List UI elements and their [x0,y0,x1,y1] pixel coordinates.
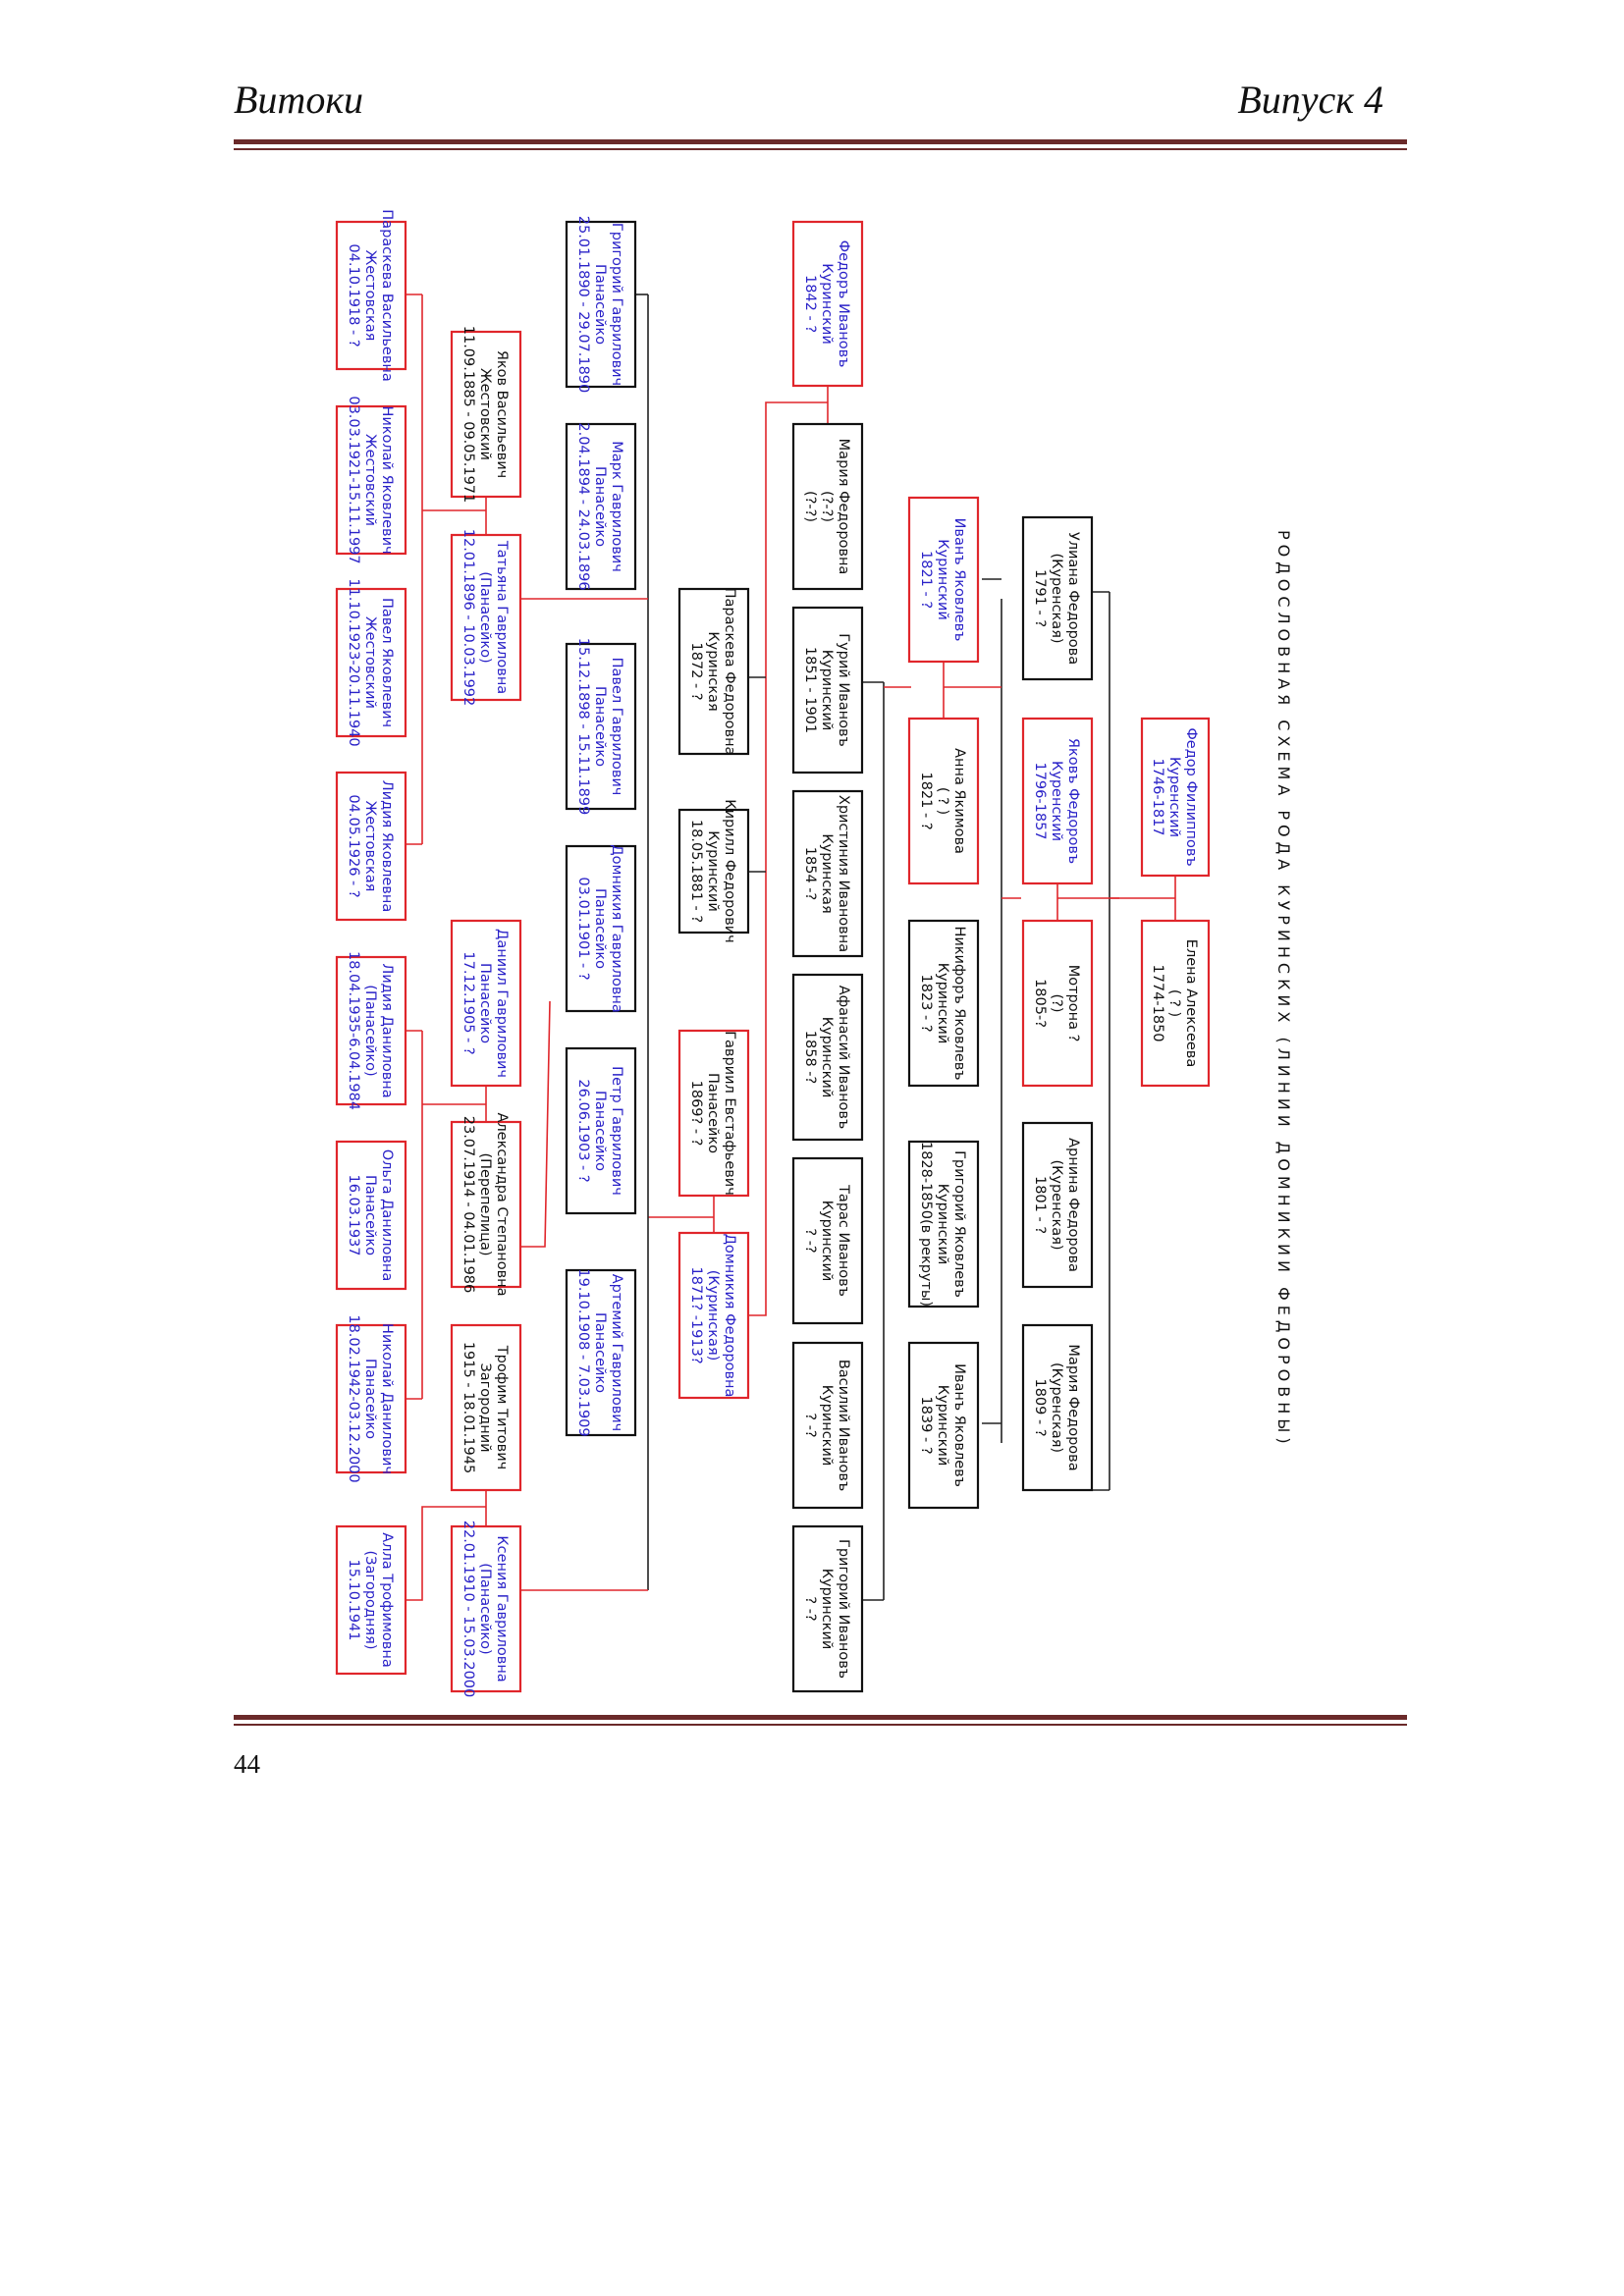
person-name-text: Алла Трофимовна(Загородняя)15.10.1941 [346,1532,395,1668]
person-name-text: Христиния ИвановнаКуринская1854 -? [802,794,851,953]
person-name-text: Артемий ГавриловичПанасейко19.10.1908 - 7.03.1909 [575,1268,624,1437]
person-name-text: Павел ЯковлевичЖестовский11.10.1923-20.11.1940 [346,578,395,747]
person-box-vasiliy [793,1343,862,1508]
person-name-text: Домникия ГавриловнаПанасейко03.01.1901 - ? [575,844,624,1013]
person-box-taras [793,1158,862,1323]
person-name-text: Григорий ГавриловичПанасейко25.01.1890 - 29.07.1890 [575,215,624,394]
person-box-domnikia-g [567,844,635,1013]
person-box-maria-fedorovna [793,424,862,589]
person-box-yakov-v [452,326,520,504]
connector-line [520,1001,550,1247]
person-box-lidia-ya [337,773,406,920]
person-name-text: Ксения Гавриловна(Панасейко)22.01.1910 - 15.03.2000 [460,1520,510,1698]
person-name-text: Гавриил ЕвстафьевичПанасейко1869? - ? [688,1031,737,1196]
person-box-anna [909,719,978,883]
person-box-elena [1142,921,1209,1086]
person-name-text: Мотрона ?(?)1805-? [1032,964,1081,1042]
person-box-pavel-ya [337,578,406,746]
person-box-uliana [1023,517,1092,679]
person-name-text: Федоръ ИвановъКуринский1842 - ? [802,240,851,368]
person-name-text: Параскева ФедоровнаКуринская1872 - ? [688,587,737,756]
chart-title: РОДОСЛОВНАЯ СХЕМА РОДА КУРИНСКИХ (ЛИНИИ ДОМНИКИИ ФЕДОРОВНЫ) [1274,530,1293,1449]
person-name-text: Афанасий ИвановъКуринский1858 -? [802,985,851,1130]
person-box-grigoriy-g [567,216,635,394]
person-box-ivan-yak2 [909,1343,978,1508]
person-name-text: Федор ФилипповъКуренский1746-1817 [1150,727,1199,867]
person-name-text: Петр ГавриловичПанасейко26.06.1903 - ? [575,1066,624,1196]
person-box-mark [567,422,635,590]
person-name-text: Мария Федоровна(?-?)(?-?) [802,438,851,575]
person-box-domnikia [679,1233,748,1398]
person-name-text: Трофим ТитовичЗагородний1915 - 18.01.1945 [460,1341,510,1474]
journal-title: Витоки [234,78,364,122]
person-box-alla [337,1526,406,1674]
person-box-grigoriy-yak [909,1142,978,1307]
person-box-olga [337,1142,406,1289]
person-name-text: Николай ДаниловичПанасейко18.02.1942-03.12.2000 [346,1314,395,1483]
person-box-gavriil [679,1031,748,1196]
person-name-text: Николай ЯковлевичЖестовский03.03.1921-15.11.1997 [346,396,395,564]
person-name-text: Домникия Федоровна(Куринская)1871? -1913? [688,1233,737,1398]
person-box-artemiy [567,1268,635,1436]
person-box-arina [1023,1123,1092,1287]
person-box-lidia-d [337,951,406,1110]
person-box-grigoriy-iv [793,1526,862,1691]
person-name-text: Яковъ ФедоровъКуренский1796-1857 [1032,737,1081,865]
person-name-text: Иванъ ЯковлевъКуринский1821 - ? [918,517,967,642]
person-name-text: Арнина Федорова(Куренская)1801 - ? [1032,1138,1081,1272]
person-name-text: Ольга ДаниловнаПанасейко16.03.1937 [346,1148,395,1282]
person-box-ksenia [452,1521,520,1698]
person-name-text: Тарас ИвановъКуринский? -? [802,1185,851,1297]
person-name-text: Анна Якимова( ? )1821 - ? [918,748,967,854]
person-box-yakov-fedorov [1023,719,1092,883]
person-name-text: Павел ГавриловичПанасейко15.12.1898 - 15.11.1899 [575,637,624,816]
issue-title: Випуск 4 [1237,78,1383,122]
person-name-text: Даниил ГавриловичПанасейко17.12.1905 - ? [460,929,510,1078]
person-name-text: Мария Федорова(Куренская)1809 - ? [1032,1344,1081,1471]
page-number: 44 [234,1749,260,1779]
person-name-text: Иванъ ЯковлевъКуринский1839 - ? [918,1363,967,1487]
person-name-text: Александра Степановна(Перепелица)23.07.1914 - 04.01.1986 [460,1112,510,1297]
person-name-text: Улиана Федорова(Куренская)1791 - ? [1032,531,1081,666]
person-name-text: Василий ИвановъКуринский? -? [802,1359,851,1492]
person-name-text: Кирилл ФедоровичКуринский18.05.1881 - ? [688,799,737,943]
person-box-nikifor [909,921,978,1086]
person-box-trofim [452,1325,520,1490]
person-box-maria-fed [1023,1325,1092,1490]
person-name-text: Параскева ВасильевнаЖестовская04.10.1918 - ? [346,209,395,382]
person-box-guriy [793,608,862,773]
person-name-text: Яков ВасильевичЖестовский11.09.1885 - 09.05.1971 [460,325,510,504]
person-box-tatiana [452,529,520,707]
person-name-text: Елена Алексеева( ? )1774-1850 [1150,938,1199,1068]
footer-rule [234,1715,1407,1720]
person-name-text: Григорий ЯковлевъКуринский1828-1850(в рекруты) [918,1141,967,1308]
person-box-fedor-filippov [1142,719,1209,876]
person-box-paraskeva-v [337,209,406,381]
person-box-kirill [679,799,748,942]
person-box-nikolay-ya [337,396,406,563]
person-name-text: Татьяна Гавриловна(Панасейко)12.01.1896 - 10.03.1992 [460,528,510,707]
person-box-ivan-yakovlev [909,498,978,662]
person-box-hristinia [793,791,862,956]
person-name-text: Гурий ИвановъКуринский1851 - 1901 [802,633,851,747]
person-box-pavel-g [567,638,635,816]
person-name-text: Григорий ИвановъКуринский? -? [802,1538,851,1680]
person-name-text: Марк ГавриловичПанасейко2.04.1894 - 24.03.1896 [575,422,624,591]
person-name-text: Никифоръ ЯковлевъКуринский1823 - ? [918,926,967,1081]
person-box-paraskeva-f [679,588,748,756]
footer-rule-thin [234,1724,1407,1726]
person-boxes [337,209,1209,1697]
person-box-fedor-ivanov [793,222,862,386]
person-name-text: Лидия ЯковлевнаЖестовская04.05.1926 - ? [346,779,395,913]
person-box-petr [567,1048,635,1213]
person-box-nikolay-d [337,1314,406,1482]
person-box-afanasiy [793,975,862,1140]
person-name-text: Лидия Даниловна(Панасейко)18.04.1935-6.04.1984 [346,950,395,1111]
person-box-aleksandra [452,1112,520,1296]
person-box-daniil [452,921,520,1086]
person-box-motrona [1023,921,1092,1086]
